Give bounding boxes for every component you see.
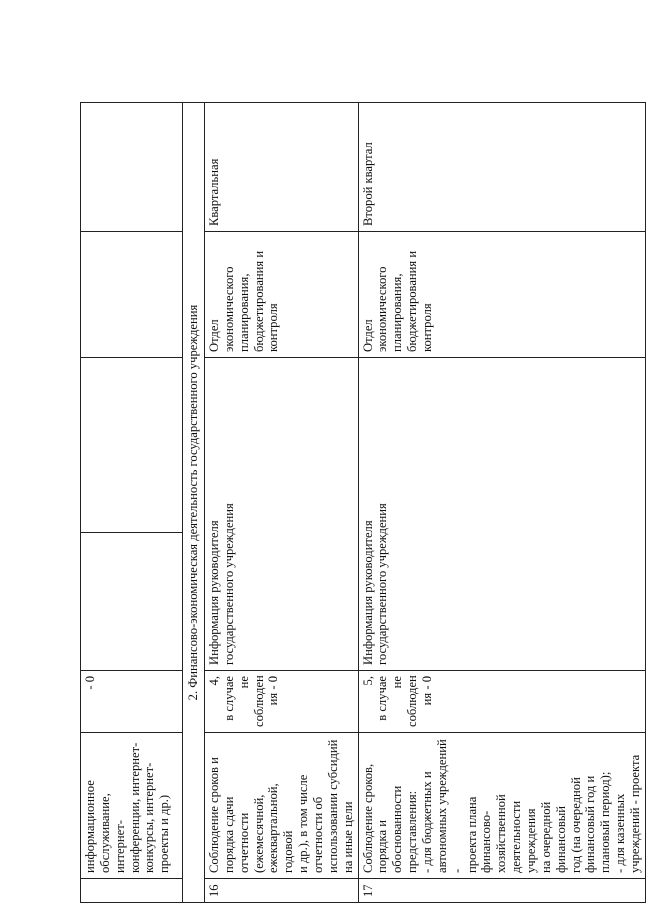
cell-source-empty [81, 533, 183, 671]
cell-criterion: Соблюдение сроков и порядка сдачи отчетности (ежемесячной, ежеквартальной, годовой и др.), в том числе отчетности об использовании субсидий на иные цели [205, 733, 359, 879]
section-title: 2. Финансово-экономическая деятельность государственного учреждения [183, 103, 205, 903]
cell-extra-empty [81, 232, 183, 358]
cell-score-continued: - 0 [81, 671, 183, 733]
cell-criterion-continued: информационное обслуживание, интернет- конференции, интернет- конкурсы, интернет- проекты и др.) [81, 733, 183, 879]
cell-period: Квартальная [205, 103, 359, 232]
cell-period-empty [81, 103, 183, 232]
criteria-table [80, 102, 646, 903]
rotated-table-sheet [80, 103, 643, 903]
row-number: 16 [205, 879, 359, 903]
table-row-16 [205, 103, 359, 903]
cell-source: Информация руководителя государственного учреждения [205, 358, 359, 671]
cell-responsible: Отдел экономического планирования, бюджетирования и контроля [358, 232, 645, 358]
cell-source: Информация руководителя государственного учреждения [358, 358, 645, 671]
cell-period: Второй квартал [358, 103, 645, 232]
cell-responsible-empty [81, 358, 183, 533]
table-row-continued [81, 103, 183, 903]
row-number: 17 [358, 879, 645, 903]
cell-num-empty [81, 879, 183, 903]
cell-responsible: Отдел экономического планирования, бюджетирования и контроля [205, 232, 359, 358]
cell-score: 5, в случае не соблюден ия - 0 [358, 671, 645, 733]
cell-criterion: Соблюдение сроков, порядка и обоснованности представления: - для бюджетных и автономных учреждений - проекта плана финансово- хозяйственной деятельности учреждения на очередной финансовый год (на очередной финансовый год и плановый период); - для казенных учреждений - проекта [358, 733, 645, 879]
table-row-17 [358, 103, 645, 903]
cell-score: 4, в случае не соблюден ия - 0 [205, 671, 359, 733]
table-row-section [183, 103, 205, 903]
